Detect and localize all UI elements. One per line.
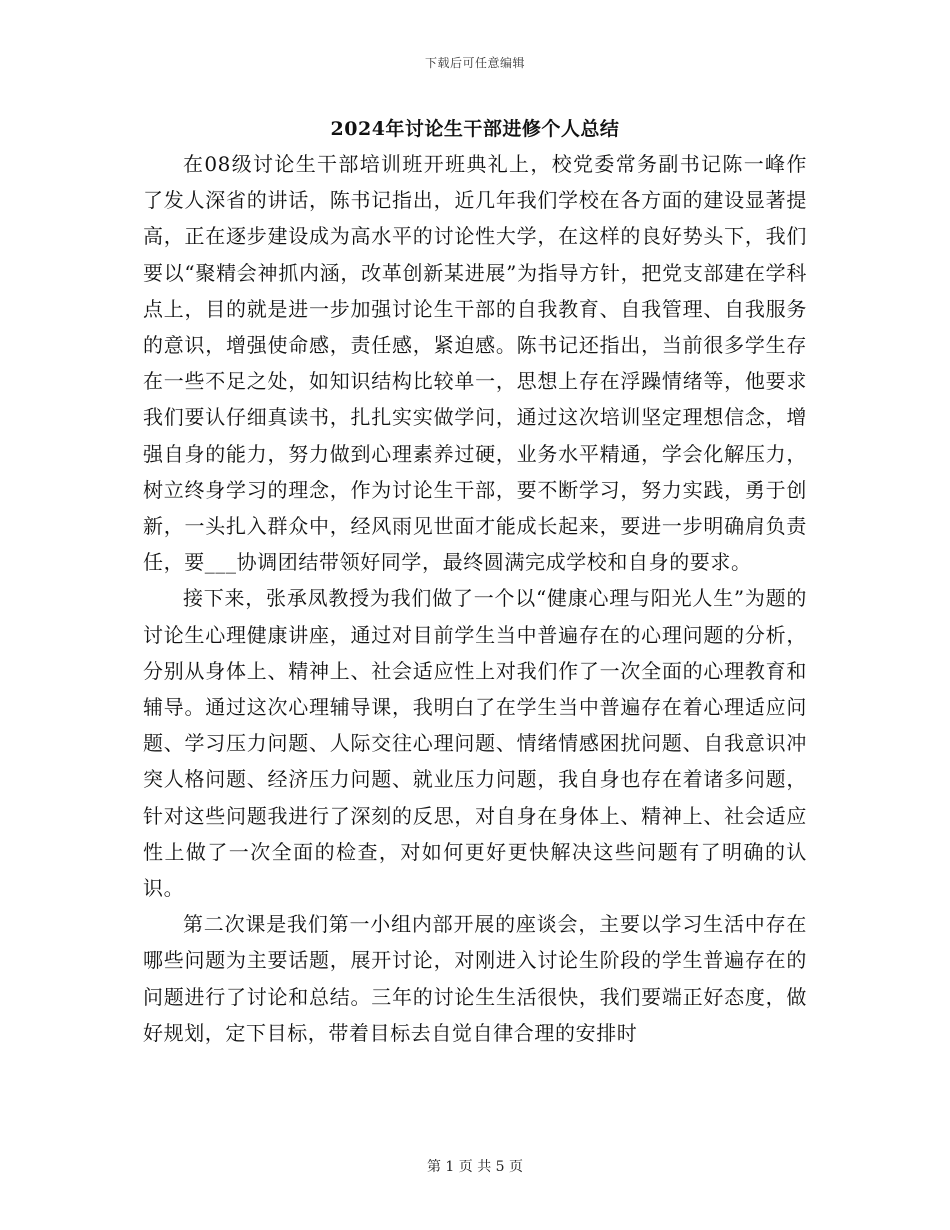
header-note: 下载后可任意编辑: [424, 56, 525, 70]
paragraph-3: 第二次课是我们第一小组内部开展的座谈会，主要以学习生活中存在哪些问题为主要话题，展开讨论，对刚进入讨论生阶段的学生普遍存在的问题进行了讨论和总结。三年的讨论生生活很快，我们要端正好态度，做好规划，定下目标，带着目标去自觉自律合理的安排时: [143, 912, 807, 1045]
paragraph-2: 接下来，张承凤教授为我们做了一个以“健康心理与阳光人生”为题的讨论生心理健康讲座，通过对目前学生当中普遍存在的心理问题的分析，分别从身体上、精神上、社会适应性上对我们作了一次全面的心理教育和辅导。通过这次心理辅导课，我明白了在学生当中普遍存在着心理适应问题、学习压力问题、人际交往心理问题、情绪情感困扰问题、自我意识冲突人格问题、经济压力问题、就业压力问题，我自身也存在着诸多问题，针对这些问题我进行了深刻的反思，对自身在身体上、精神上、社会适应性上做了一次全面的检查，对如何更好更快解决这些问题有了明确的认识。: [143, 586, 807, 901]
document-title: 2024年讨论生干部进修个人总结: [330, 118, 620, 140]
page-number: 第 1 页 共 5 页: [426, 1159, 524, 1175]
document-body: [143, 146, 807, 1051]
paragraph-1: 在08级讨论生干部培训班开班典礼上，校党委常务副书记陈一峰作了发人深省的讲话，陈书记指出，近几年我们学校在各方面的建设显著提高，正在逐步建设成为高水平的讨论性大学，在这样的良好势头下，我们要以“聚精会神抓内涵，改革创新某进展”为指导方针，把党支部建在学科点上，目的就是进一步加强讨论生干部的自我教育、自我管理、自我服务的意识，增强使命感，责任感，紧迫感。陈书记还指出，当前很多学生存在一些不足之处，如知识结构比较单一，思想上存在浮躁情绪等，他要求我们要认仔细真读书，扎扎实实做学问，通过这次培训坚定理想信念，增强自身的能力，努力做到心理素养过硬，业务水平精通，学会化解压力，树立终身学习的理念，作为讨论生干部，要不断学习，努力实践，勇于创新，一头扎入群众中，经风雨见世面才能成长起来，要进一步明确肩负责任，要___协调团结带领好同学，最终圆满完成学校和自身的要求。: [143, 152, 807, 575]
